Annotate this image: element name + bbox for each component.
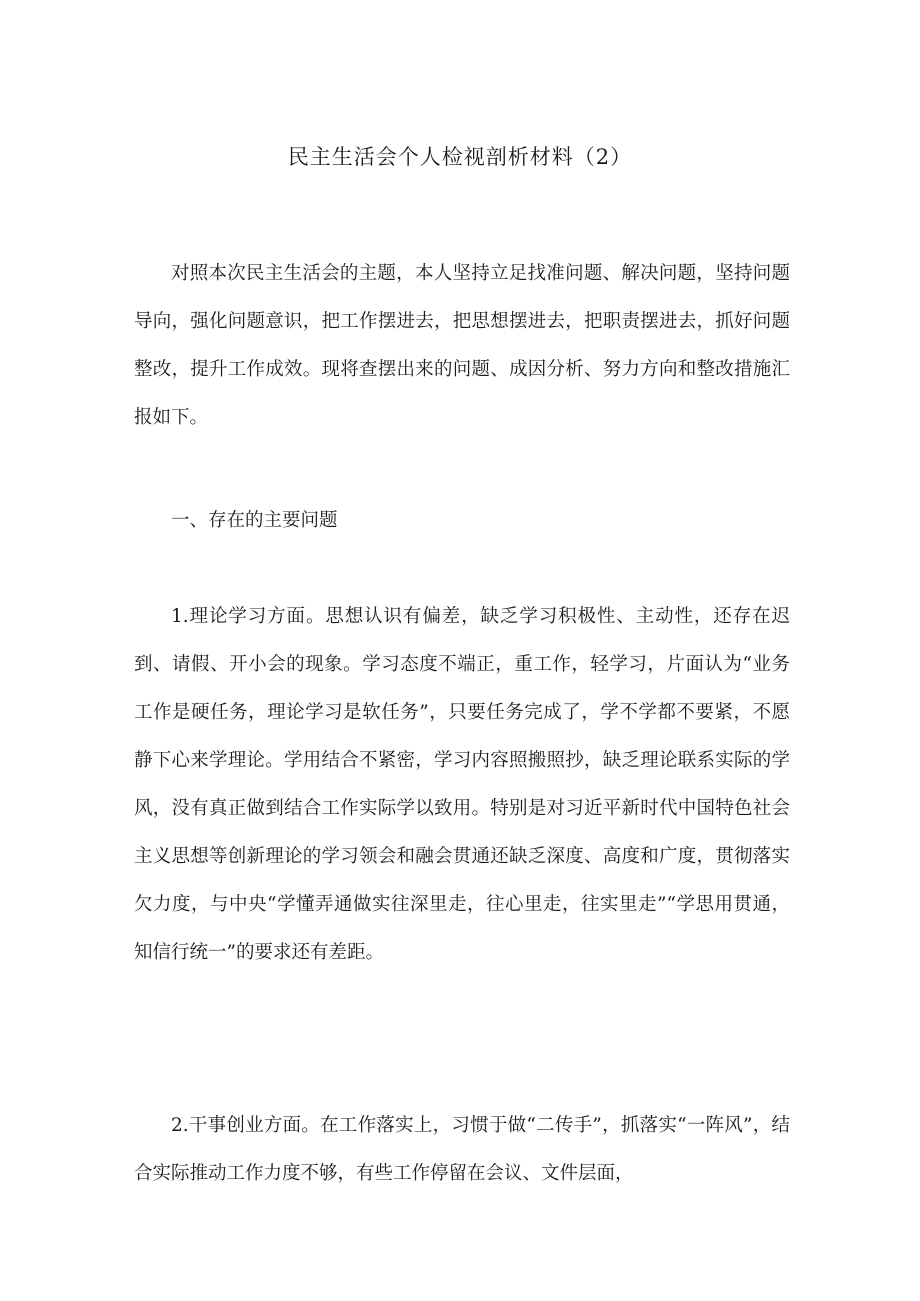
- document-title: 民主生活会个人检视剖析材料（2）: [287, 145, 633, 169]
- intro-paragraph: 对照本次民主生活会的主题，本人坚持立足找准问题、解决问题，坚持问题导向，强化问题意识，把工作摆进去，把思想摆进去，把职责摆进去，抓好问题整改，提升工作成效。现将查摆出来的问题、成因分析、努力方向和整改措施汇报如下。: [134, 263, 790, 428]
- section-heading: 一、存在的主要问题: [171, 510, 338, 531]
- paragraph-work-execution: 2.干事创业方面。在工作落实上，习惯于做“二传手”，抓落实“一阵风”，结合实际推动工作力度不够，有些工作停留在会议、文件层面，: [134, 1115, 790, 1184]
- paragraph-theory-study: 1.理论学习方面。思想认识有偏差，缺乏学习积极性、主动性，还存在迟到、请假、开小会的现象。学习态度不端正，重工作，轻学习，片面认为“业务工作是硬任务，理论学习是软任务”，只要任务完成了，学不学都不要紧，不愿静下心来学理论。学用结合不紧密，学习内容照搬照抄，缺乏理论联系实际的学风，没有真正做到结合工作实际学以致用。特别是对习近平新时代中国特色社会主义思想等创新理论的学习领会和融会贯通还缺乏深度、高度和广度，贯彻落实欠力度，与中央“学懂弄通做实往深里走，往心里走，往实里走”“学思用贯通，知信行统一”的要求还有差距。: [134, 606, 790, 963]
